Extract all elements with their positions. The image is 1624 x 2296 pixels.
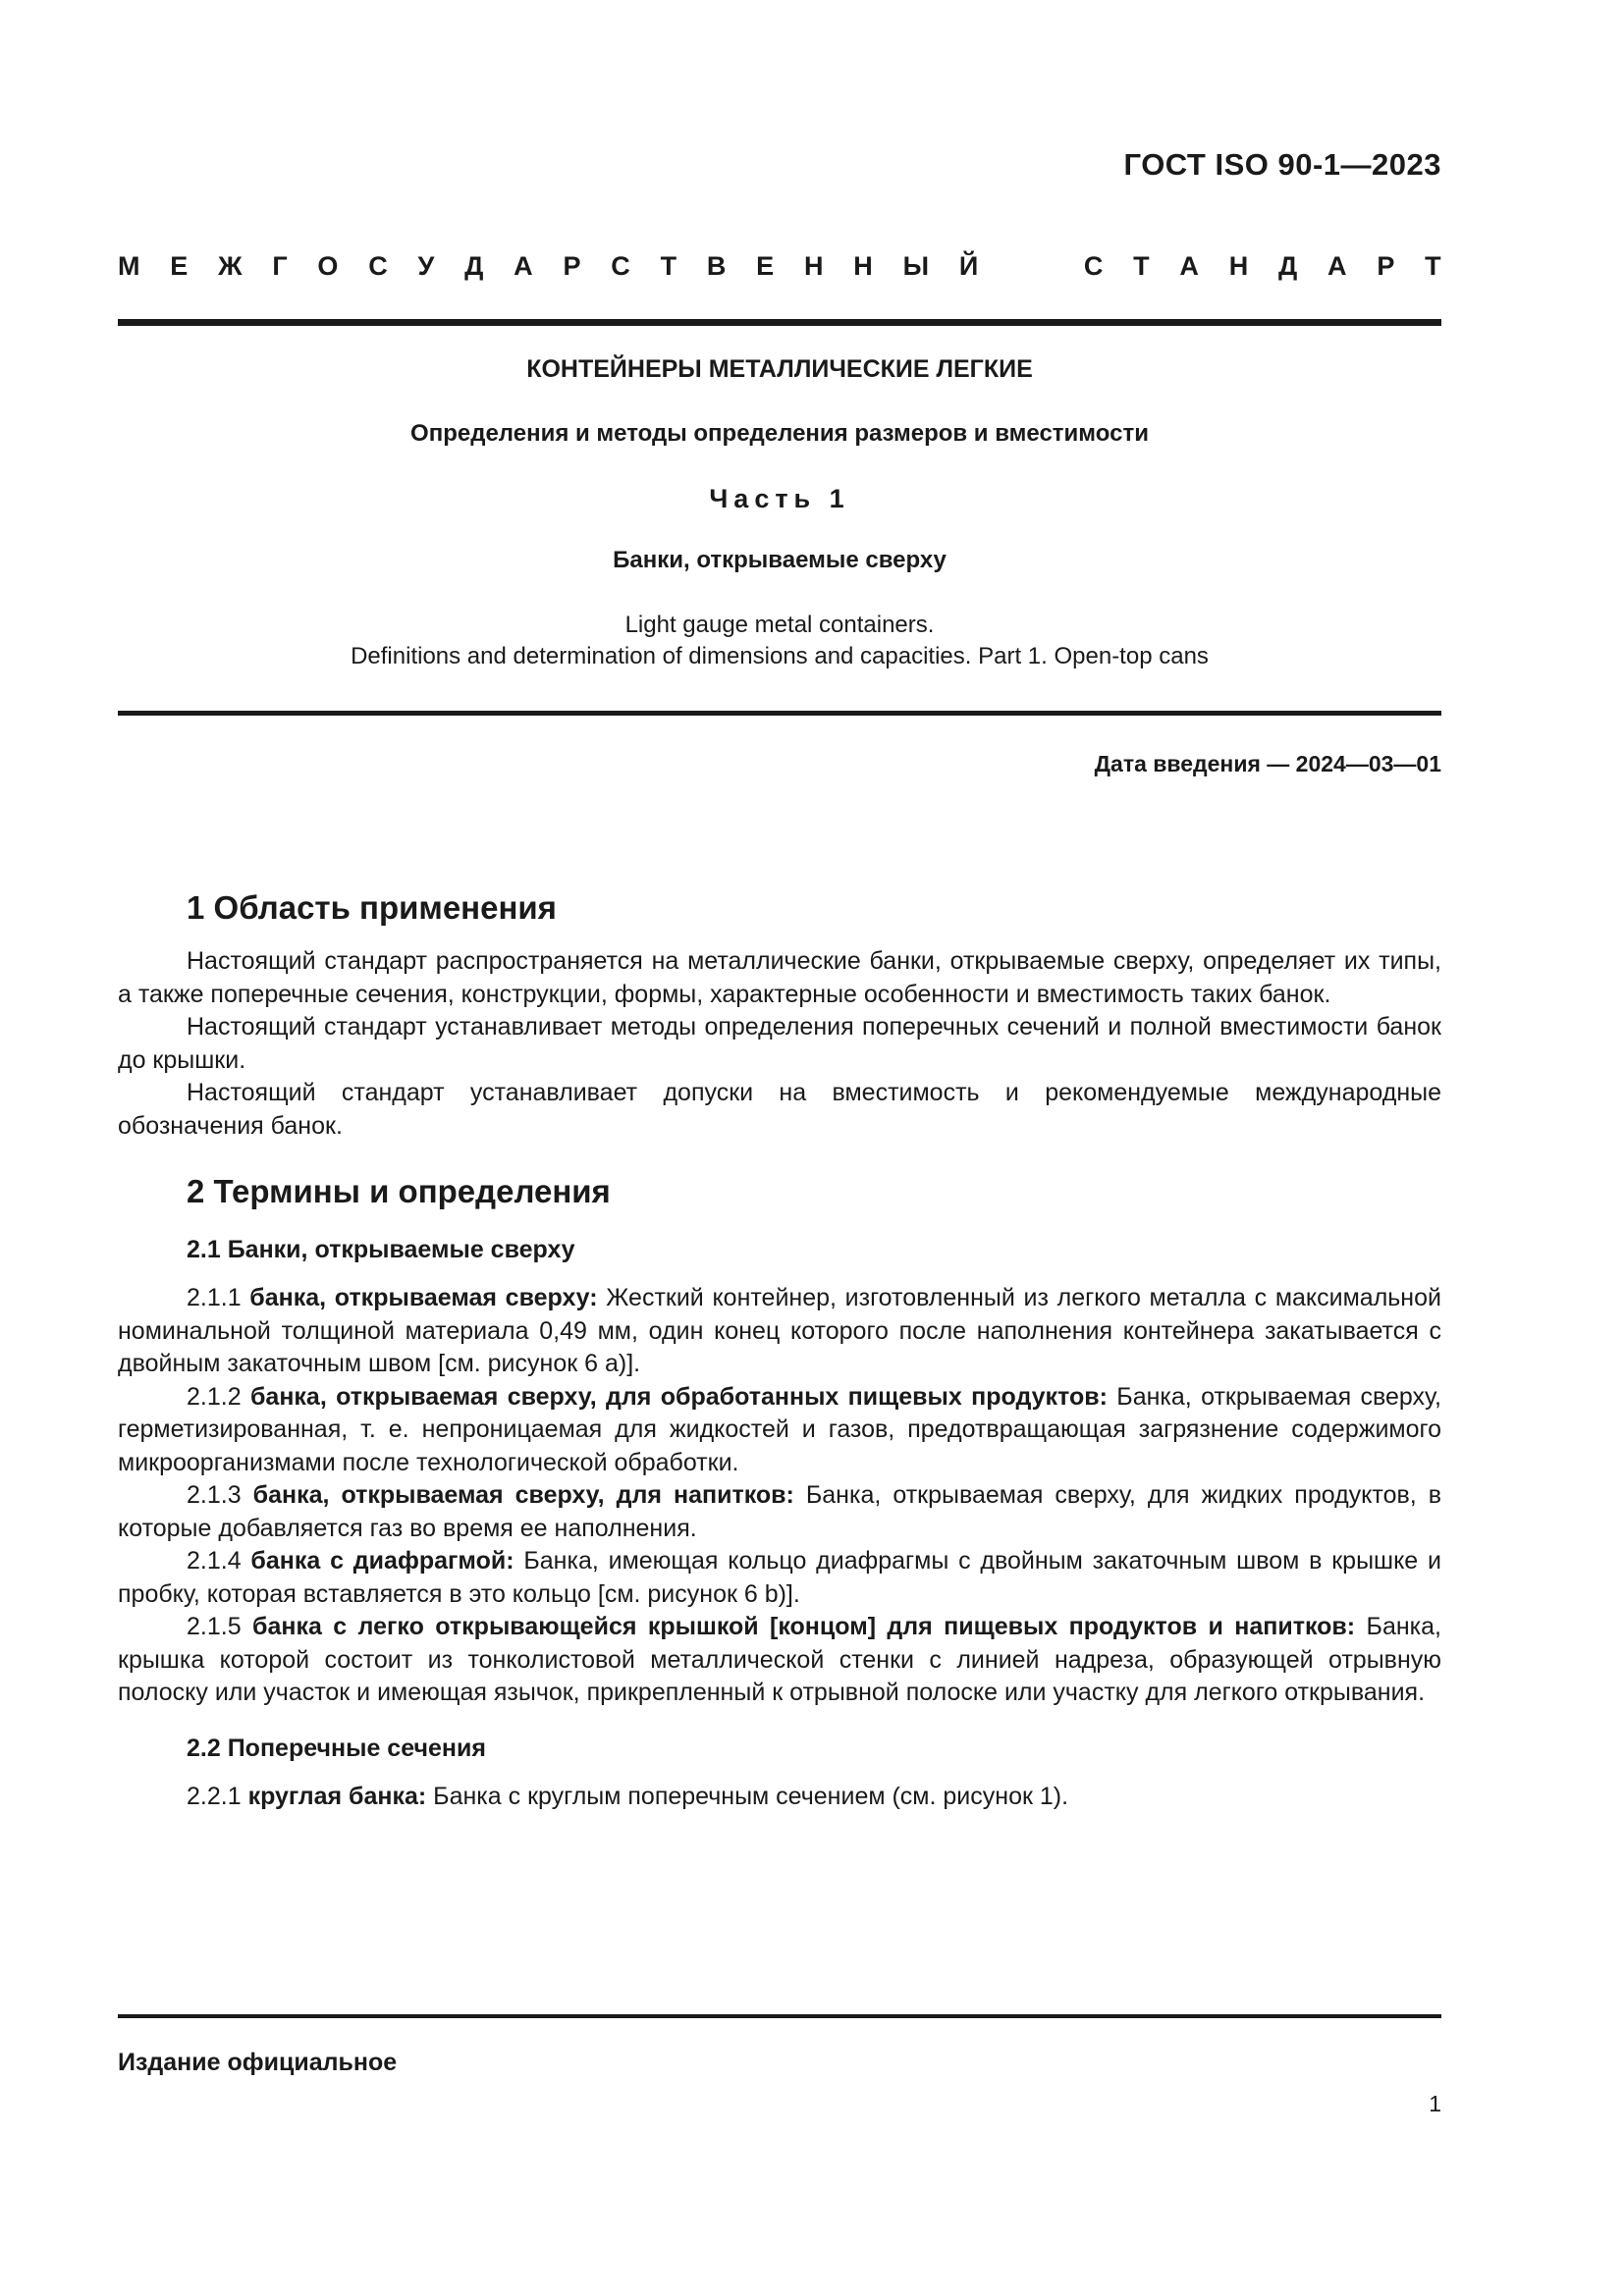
part-title: Банки, открываемые сверху	[613, 547, 947, 573]
item-number: 2.2.1	[187, 1782, 248, 1810]
english-title-line: Light gauge metal containers.	[624, 612, 935, 638]
letter: Й	[958, 251, 979, 281]
letter: С	[611, 251, 630, 281]
definition-text: Банка, открываемая сверху, герметизированная, т. е. непроницаемая для жидкостей и газов, предотвращающая загрязнение содержимого микроорганизмами после технологической обработки.	[118, 1382, 1441, 1476]
subsection-heading: 2.1 Банки, открываемые сверху	[187, 1236, 575, 1263]
section-heading: 2 Термины и определения	[187, 1173, 611, 1209]
letter: Д	[464, 251, 484, 281]
page-number: 1	[1429, 2091, 1441, 2116]
letter: Н	[853, 251, 873, 281]
definition-item	[118, 1611, 1441, 1710]
letter: А	[514, 251, 533, 281]
footer-rule	[118, 2014, 1441, 2018]
header-rule	[118, 319, 1441, 326]
definition-text: Жесткий контейнер, изготовленный из легкого металла с максимальной номинальной толщиной материала 0,49 мм, один конец которого после наполнения контейнера закатывается с двойным закаточным швом [см. рисунок 6 а)].	[118, 1284, 1441, 1377]
section-heading: 1 Область применения	[187, 889, 557, 926]
letter: Г	[272, 251, 288, 281]
document-subtitle: Определения и методы определения размеров и вместимости	[410, 420, 1149, 447]
definition-text: Банка, имеющая кольцо диафрагмы с двойным закаточным швом в крышке и пробку, которая вставляется в это кольцо [см. рисунок 6 b)].	[118, 1547, 1441, 1608]
item-number: 2.1.3	[187, 1481, 253, 1509]
item-number: 2.1.4	[187, 1547, 251, 1575]
letter: С	[368, 251, 388, 281]
document-title: КОНТЕЙНЕРЫ МЕТАЛЛИЧЕСКИЕ ЛЕГКИЕ	[526, 355, 1033, 383]
term: круглая банка:	[247, 1782, 427, 1810]
letter: У	[417, 251, 435, 281]
letter: В	[706, 251, 727, 281]
subsection-heading: 2.2 Поперечные сечения	[187, 1734, 486, 1762]
definition-text: Банка, открываемая сверху, для жидких продуктов, в которые добавляется газ во время ее наполнения.	[118, 1481, 1441, 1542]
term: банка, открываемая сверху, для обработанных пищевых продуктов:	[249, 1382, 1108, 1411]
letter: М	[118, 251, 140, 281]
term: банка, открываемая сверху:	[249, 1284, 598, 1311]
introduction-date: Дата введения — 2024—03—01	[1094, 751, 1441, 776]
english-title-line: Definitions and determination of dimensions and capacities. Part 1. Open-top cans	[351, 643, 1209, 669]
item-number: 2.1.5	[187, 1613, 252, 1640]
letter: Р	[1377, 251, 1395, 281]
letter: Ы	[902, 251, 930, 281]
definition-item	[118, 1479, 1441, 1545]
letter: Т	[660, 251, 677, 281]
letter: Д	[1278, 251, 1298, 281]
letter: Р	[563, 251, 581, 281]
letter: Н	[803, 251, 824, 281]
word-gap	[1008, 251, 1054, 282]
letter: Н	[1228, 251, 1249, 281]
interstate-standard-label	[118, 251, 1441, 282]
letter: Т	[1133, 251, 1150, 281]
item-number: 2.1.1	[187, 1284, 250, 1311]
definition-item	[118, 1545, 1441, 1611]
definition-text: Банка, крышка которой состоит из тонколистовой металлической стенки с линией надреза, образующей отрывную полоску или участок и имеющая язычок, прикрепленный к отрывной полоске или участку для легкого открывания.	[118, 1613, 1441, 1706]
letter: А	[1179, 251, 1199, 281]
definition-item	[118, 1781, 1441, 1814]
letter: Ж	[218, 251, 243, 281]
term: банка, открываемая сверху, для напитков:	[252, 1481, 794, 1509]
term: банка с легко открывающейся крышкой [концом] для пищевых продуктов и напитков:	[252, 1613, 1356, 1640]
definition-text: Банка с круглым поперечным сечением (см. рисунок 1).	[426, 1782, 1069, 1810]
definition-item	[118, 1282, 1441, 1381]
paragraph: Настоящий стандарт распространяется на металлические банки, открываемые сверху, определяет их типы, а также поперечные сечения, конструкции, формы, характерные особенности и вместимость таких банок.	[118, 947, 1441, 1008]
term: банка с диафрагмой:	[250, 1547, 514, 1575]
letter: Е	[170, 251, 189, 281]
letter: Е	[756, 251, 775, 281]
paragraph: Настоящий стандарт устанавливает допуски на вместимость и рекомендуемые международные обозначения банок.	[118, 1079, 1441, 1140]
letter: Т	[1425, 251, 1441, 281]
item-number: 2.1.2	[187, 1382, 250, 1411]
official-edition-label: Издание официальное	[118, 2049, 398, 2076]
definition-item	[118, 1381, 1441, 1480]
paragraph: Настоящий стандарт устанавливает методы определения поперечных сечений и полной вместимости банок до крышки.	[118, 1013, 1441, 1074]
letter: С	[1083, 251, 1104, 281]
letter: А	[1327, 251, 1347, 281]
letter: О	[317, 251, 339, 281]
document-body	[118, 888, 1441, 1813]
part-label: Часть 1	[709, 484, 850, 513]
english-title	[118, 610, 1441, 672]
standard-number: ГОСТ ISO 90-1—2023	[1123, 147, 1441, 182]
title-rule	[118, 711, 1441, 716]
